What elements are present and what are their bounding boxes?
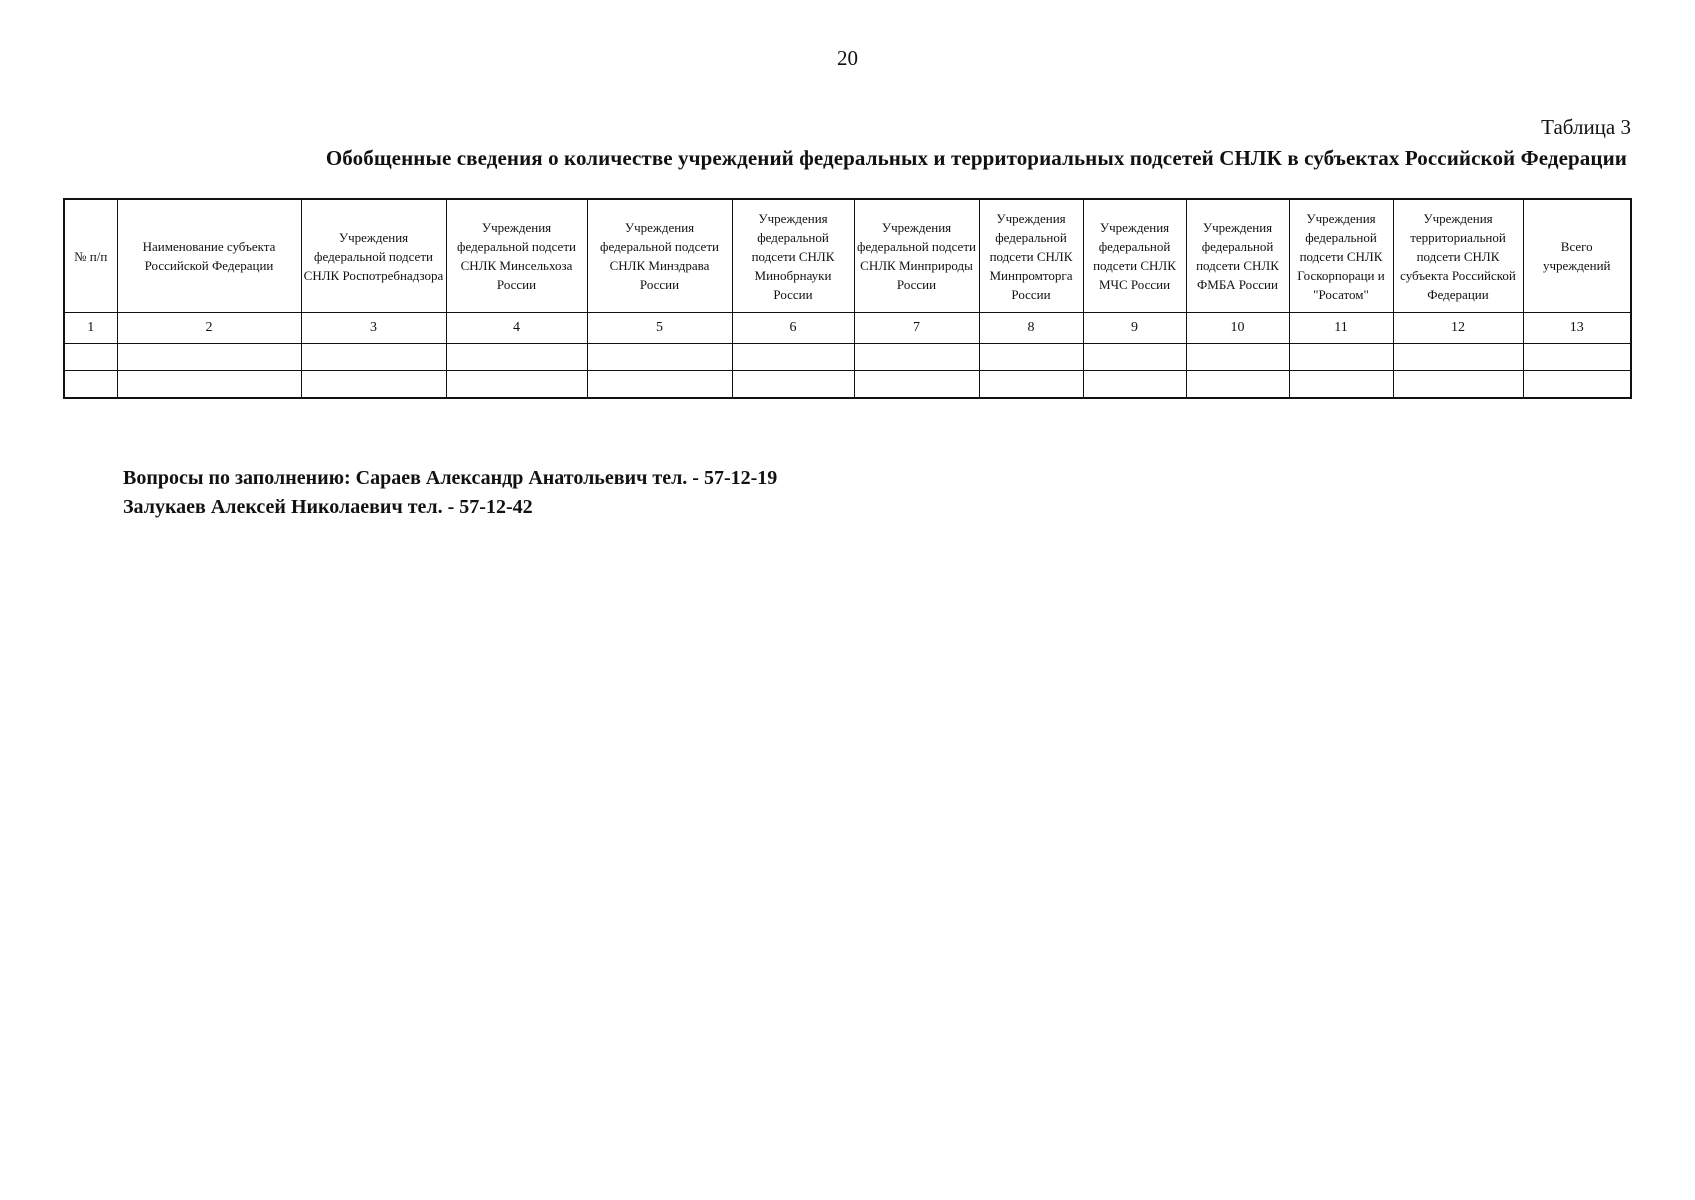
- column-number-cell: 7: [854, 313, 979, 344]
- column-number-cell: 9: [1083, 313, 1186, 344]
- header-cell-rosatom: Учреждения федеральной подсети СНЛК Госкорпораци и "Росатом": [1289, 199, 1393, 313]
- table-label: Таблица 3: [1541, 115, 1631, 139]
- empty-cell: [1289, 371, 1393, 399]
- column-number-cell: 8: [979, 313, 1083, 344]
- empty-cell: [979, 344, 1083, 371]
- empty-cell: [301, 344, 446, 371]
- header-row: [64, 199, 1631, 313]
- header-cell-minprirody: Учреждения федеральной подсети СНЛК Минприроды России: [854, 199, 979, 313]
- empty-cell: [854, 371, 979, 399]
- empty-cell: [979, 371, 1083, 399]
- empty-cell: [1289, 344, 1393, 371]
- document-title: Обобщенные сведения о количестве учреждений федеральных и территориальных подсетей СНЛК в субъектах Российской Федерации: [325, 146, 1627, 170]
- empty-cell: [587, 371, 732, 399]
- column-number-cell: 13: [1523, 313, 1631, 344]
- table-row: [64, 344, 1631, 371]
- contact-line-1: Вопросы по заполнению: Сараев Александр Анатольевич тел. - 57-12-19: [123, 467, 778, 489]
- empty-cell: [1523, 371, 1631, 399]
- empty-cell: [301, 371, 446, 399]
- header-cell-subject-name: Наименование субъекта Российской Федерации: [117, 199, 301, 313]
- empty-cell: [732, 371, 854, 399]
- column-number-cell: 3: [301, 313, 446, 344]
- header-cell-minzdrav: Учреждения федеральной подсети СНЛК Минздрава России: [587, 199, 732, 313]
- page-number: 20: [837, 46, 858, 70]
- header-cell-rospotrebnadzor: Учреждения федеральной подсети СНЛК Роспотребнадзора: [301, 199, 446, 313]
- column-number-cell: 5: [587, 313, 732, 344]
- empty-cell: [446, 344, 587, 371]
- empty-cell: [1393, 371, 1523, 399]
- empty-cell: [64, 344, 117, 371]
- header-cell-mchs: Учреждения федеральной подсети СНЛК МЧС России: [1083, 199, 1186, 313]
- empty-cell: [1186, 344, 1289, 371]
- header-cell-minselkhoz: Учреждения федеральной подсети СНЛК Минсельхоза России: [446, 199, 587, 313]
- table-row: [64, 371, 1631, 399]
- header-cell-number: № п/п: [64, 199, 117, 313]
- header-cell-minobrnauki: Учреждения федеральной подсети СНЛК Минобрнауки России: [732, 199, 854, 313]
- column-number-cell: 10: [1186, 313, 1289, 344]
- column-number-cell: 12: [1393, 313, 1523, 344]
- column-number-cell: 11: [1289, 313, 1393, 344]
- contact-line-2: Залукаев Алексей Николаевич тел. - 57-12-42: [123, 496, 533, 518]
- empty-cell: [1083, 371, 1186, 399]
- column-number-row: [64, 313, 1631, 344]
- empty-cell: [1186, 371, 1289, 399]
- empty-cell: [854, 344, 979, 371]
- summary-table: [63, 198, 1632, 399]
- empty-cell: [1083, 344, 1186, 371]
- column-number-cell: 2: [117, 313, 301, 344]
- header-cell-fmba: Учреждения федеральной подсети СНЛК ФМБА России: [1186, 199, 1289, 313]
- header-cell-territorial: Учреждения территориальной подсети СНЛК субъекта Российской Федерации: [1393, 199, 1523, 313]
- empty-cell: [117, 344, 301, 371]
- empty-cell: [587, 344, 732, 371]
- contacts-block: [123, 464, 777, 522]
- empty-cell: [732, 344, 854, 371]
- empty-cell: [117, 371, 301, 399]
- header-cell-minpromtorg: Учреждения федеральной подсети СНЛК Минпромторга России: [979, 199, 1083, 313]
- empty-cell: [446, 371, 587, 399]
- empty-cell: [1393, 344, 1523, 371]
- column-number-cell: 6: [732, 313, 854, 344]
- column-number-cell: 1: [64, 313, 117, 344]
- column-number-cell: 4: [446, 313, 587, 344]
- header-cell-total: Всего учреждений: [1523, 199, 1631, 313]
- empty-cell: [64, 371, 117, 399]
- empty-cell: [1523, 344, 1631, 371]
